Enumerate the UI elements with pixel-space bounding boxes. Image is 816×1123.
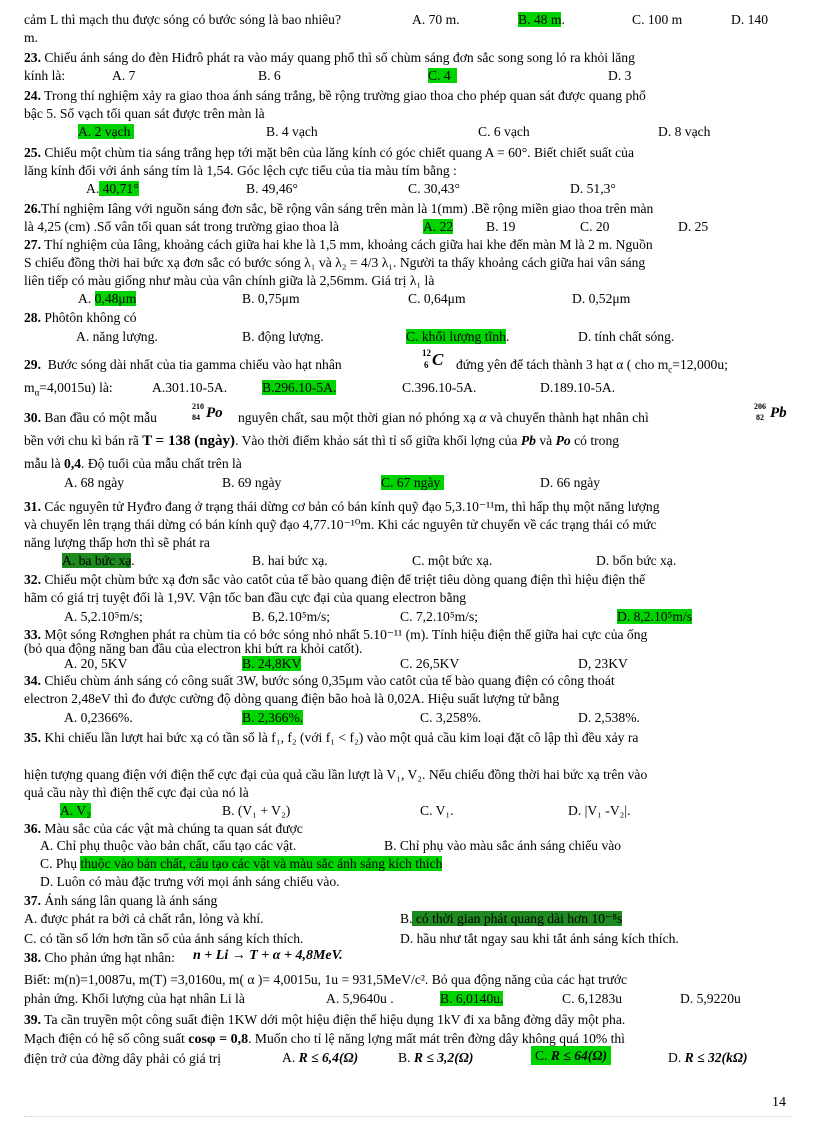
q23-option-a: A. 7 (112, 68, 136, 83)
q27-stem-3: liên tiếp có màu giống như màu của vân chính giữa là 2,56mm. Giá trị λ₁ là (24, 273, 435, 288)
q31-stem-2: và chuyển lên trạng thái dừng có bán kính quỹ đạo 4,77.10⁻¹⁰m. Khi các nguyên tử chuyển về các trạng thái có mức (24, 517, 657, 532)
q37-stem: 37. Ánh sáng lân quang là ánh sáng (24, 893, 218, 908)
q34-option-a: A. 0,2366%. (64, 710, 133, 725)
q38-option-d: D. 5,9220u (680, 991, 741, 1006)
q22-stem: cảm L thì mạch thu được sóng có bước sóng là bao nhiêu? (24, 12, 342, 27)
q33-stem-2: (bỏ qua động năng ban đầu của electron khi bứt ra khỏi catốt). (24, 641, 363, 656)
q38-reaction: n + Li → T + α + 4,8MeV. (193, 948, 343, 963)
q39-stem: 39. Ta cần truyền một công suất điện 1KW dới một hiệu điện thế hiệu dụng 1kV đi xa bằng đờng dây một pha. (24, 1012, 626, 1027)
q34-option-d: D. 2,538%. (578, 710, 640, 725)
q22-answer-highlight: B. 48 m (518, 12, 562, 27)
q32-option-a: A. 5,2.10⁵m/s; (64, 609, 143, 624)
q30-option-c: C. 67 ngày (381, 475, 444, 491)
q25-option-d: D. 51,3° (570, 181, 616, 196)
q38-stem-2: Biết: m(n)=1,0087u, m(T) =3,0160u, m( α )= 4,0015u, 1u = 931,5MeV/c². Bỏ qua động năng của các hạt trước (24, 972, 628, 987)
q28-option-d: D. tính chất sóng. (578, 329, 675, 344)
q32-stem-2: hãm có giá trị tuyệt đối là 1,9V. Vận tốc ban đầu cực đại của quang electron bằng (24, 590, 467, 605)
q25-option-c: C. 30,43° (408, 181, 460, 196)
q22-option-d: D. 140 (731, 12, 769, 27)
q22-option-c: C. 100 m (632, 12, 683, 27)
q24-stem-2: bậc 5. Số vạch tối quan sát được trên màn là (24, 106, 265, 121)
q32-option-c: C. 7,2.10⁵m/s; (400, 609, 479, 624)
q24-option-c: C. 6 vạch (478, 124, 530, 139)
q33-option-b: B. 24,8KV (242, 656, 302, 671)
q37-option-c: C. có tần số lớn hơn tần số của ánh sáng kích thích. (24, 931, 304, 946)
q29-stem-2: $m_\alpha=4,0015u$) là: (24, 380, 113, 398)
q25-stem-2: lăng kính đối với ánh sáng tím là 1,54. Góc lệch cực tiểu của tia màu tím bằng : (24, 163, 457, 178)
q33-option-d: D, 23KV (578, 656, 628, 671)
q29-option-d: D.189.10-5A. (540, 380, 616, 395)
q30-option-b: B. 69 ngày (222, 475, 282, 490)
q24-option-b: B. 4 vạch (266, 124, 318, 139)
q25-option-a: A. 40,71° (86, 181, 139, 196)
q31-option-c: C. một bức xạ. (412, 553, 493, 568)
q24-option-d: D. 8 vạch (658, 124, 711, 139)
q33-option-c: C. 26,5KV (400, 656, 460, 671)
q37-option-b: B. có thời gian phát quang dài hơn 10⁻⁸s (400, 911, 623, 926)
q34-option-b: B. 2,366%. (242, 710, 304, 725)
q27-option-c: C. 0,64μm (408, 291, 466, 306)
q28-stem: 28. Phôtôn không có (24, 310, 137, 325)
q24-stem: 24. Trong thí nghiệm xảy ra giao thoa ánh sáng trắng, bề rộng trường giao thoa cho phép quan sát được quang phổ (24, 88, 646, 103)
q33-stem: 33. Một sóng Rơnghen phát ra chùm tia có bớc sóng nhỏ nhất 5.10⁻¹¹ (m). Tính hiệu điện thế giữa hai cực của ống (24, 627, 648, 642)
q31-stem-3: năng lượng thấp hơn thì sẽ phát ra (24, 535, 210, 550)
q37-option-a: A. được phát ra bởi cả chất rắn, lỏng và khí. (24, 911, 264, 926)
q32-option-d: D. 8,2.10⁵m/s (617, 609, 692, 624)
page-number: 14 (772, 1095, 786, 1110)
q34-option-c: C. 3,258%. (420, 710, 482, 725)
q34-stem-2: electron 2,48eV thì đo được cường độ dòng quang điện bão hoà là 0,02A. Hiệu suất lượng tử bằng (24, 691, 560, 706)
q38-option-c: C. 6,1283u (562, 991, 623, 1006)
q27-option-b: B. 0,75μm (242, 291, 300, 306)
q27-option-d: D. 0,52μm (572, 291, 631, 306)
q34-stem: 34. Chiếu chùm ánh sáng có công suất 3W, bước sóng 0,35μm vào catôt của tế bào quang điện có công thoát (24, 673, 615, 688)
q29-option-c: C.396.10-5A. (402, 380, 477, 395)
q31-stem: 31. Các nguyên tử Hyđro đang ở trạng thái dừng cơ bản có bán kính quỹ đạo 5,3.10⁻¹¹m, thì hấp thụ một năng lượng (24, 499, 660, 514)
q35-stem: 35. Khi chiếu lần lượt hai bức xạ có tần số là f₁, f₂ (với f₁ < f₂) vào một quả cầu kim loại đặt cô lập thì đều xảy ra (24, 730, 639, 745)
q35-stem-3: quả cầu này thì điện thế cực đại của nó là (24, 785, 249, 800)
q22-option-b: B. 48 m. (518, 12, 565, 27)
q36-option-b: B. Chỉ phụ vào màu sắc ánh sáng chiếu vào (384, 838, 622, 853)
q30-lead-nucleus: 206 82 Pb (754, 402, 787, 422)
q24-option-a: A. 2 vạch (78, 124, 134, 140)
q30-polonium-nucleus: 210 84 Po (192, 402, 223, 422)
q30-stem: 30. Ban đầu có một mẫu (24, 410, 157, 425)
q28-option-a: A. năng lượng. (76, 329, 158, 344)
q39-option-a: A. R ≤ 6,4(Ω) (282, 1050, 359, 1065)
q30-option-d: D. 66 ngày (540, 475, 601, 490)
q38-stem: 38. Cho phản ứng hạt nhân: (24, 950, 175, 965)
q39-option-d: D. R ≤ 32(kΩ) (668, 1050, 748, 1065)
q33-option-a: A. 20, 5KV (64, 656, 128, 671)
q23-stem-2: kính là: (24, 68, 66, 83)
q25-option-b: B. 49,46° (246, 181, 298, 196)
q23-option-c: C. 4 (428, 68, 454, 84)
q38-option-a: A. 5,9640u . (326, 991, 394, 1006)
q27-stem: 27. Thí nghiệm của Iâng, khoảng cách giữa hai khe là 1,5 mm, khoảng cách giữa hai khe đến màn M là 2 m. Nguồn (24, 237, 653, 252)
q26-option-b: B. 19 (486, 219, 516, 234)
q37-option-d: D. hầu như tắt ngay sau khi tắt ánh sáng kích thích. (400, 931, 679, 946)
q31-option-a: A. ba bức xạ. (62, 553, 135, 568)
q30-stem-2: bền với chu kì bán rã T = 138 (ngày). Vào thời điểm khảo sát thì tỉ số giữa khối lợng của Pb và Po có trong (24, 433, 620, 449)
q39-stem-3: điện trở của đờng dây phải có giá trị (24, 1051, 222, 1066)
q25-stem: 25. Chiếu một chùm tia sáng trắng hẹp tới mặt bên của lăng kính có góc chiết quang A = 60°. Biết chiết suất của (24, 145, 634, 160)
q30-option-a: A. 68 ngày (64, 475, 125, 490)
q29-option-b: B.296.10-5A. (262, 380, 337, 395)
q39-stem-2: Mạch điện có hệ số công suất cosφ = 0,8. Muốn cho tỉ lệ năng lợng mất mát trên đờng dây không quá 10% thì (24, 1031, 625, 1047)
q35-stem-2: hiện tượng quang điện với điện thế cực đại của quả cầu lần lượt là V₁, V₂. Nếu chiếu đồng thời hai bức xạ trên vào (24, 767, 648, 782)
q27-stem-2: S chiếu đồng thời hai bức xạ đơn sắc có bước sóng λ₁ và λ₂ = 4/3 λ₁. Người ta thấy khoảng cách giữa hai vân sáng (24, 255, 646, 270)
q23-option-d: D. 3 (608, 68, 632, 83)
q35-option-b: B. (V₁ + V₂) (222, 803, 291, 818)
q28-option-b: B. động lượng. (242, 329, 324, 344)
q35-option-d: D. |V₁ -V₂|. (568, 803, 631, 818)
q39-option-b: B. R ≤ 3,2(Ω) (398, 1050, 474, 1065)
q29-option-a: A.301.10-5A. (152, 380, 228, 395)
q22-option-a: A. 70 m. (412, 12, 460, 27)
q23-stem: 23. Chiếu ánh sáng do đèn Hiđrô phát ra vào máy quang phổ thì số chùm sáng đơn sắc song song ló ra khỏi lăng (24, 50, 635, 65)
q27-option-a: A. 0,48μm (78, 291, 137, 306)
q38-stem-3: phản ứng. Khối lượng của hạt nhân Li là (24, 991, 245, 1006)
q28-option-c: C. khối lượng tĩnh. (406, 329, 510, 344)
q32-option-b: B. 6,2.10⁵m/s; (252, 609, 331, 624)
q31-option-d: D. bốn bức xạ. (596, 553, 677, 568)
q26-option-a: A. 22 (423, 219, 454, 234)
q31-option-b: B. hai bức xạ. (252, 553, 328, 568)
q38-option-b: B. 6,0140u. (440, 991, 504, 1006)
q22-cont: m. (24, 30, 38, 45)
q26-option-c: C. 20 (580, 219, 610, 234)
footer-divider (24, 1116, 792, 1117)
q29-stem-b: đứng yên để tách thành 3 hạt α ( cho $m_c=12,000u$; (456, 357, 728, 375)
q29-stem: 29. Bước sóng dài nhất của tia gamma chiếu vào hạt nhân (24, 357, 342, 372)
q26-stem: 26.Thí nghiệm Iâng với nguồn sáng đơn sắc, bề rộng vân sáng trên màn là 1(mm) .Bề rộng miền giao thoa trên màn (24, 201, 654, 216)
q35-option-c: C. V₁. (420, 803, 454, 818)
q26-option-d: D. 25 (678, 219, 709, 234)
q39-option-c: C. R ≤ 64(Ω) (531, 1048, 611, 1064)
q30-stem-b: nguyên chất, sau một thời gian nó phóng xạ α và chuyển thành hạt nhân chì (238, 410, 649, 425)
q36-stem: 36. Màu sắc của các vật mà chúng ta quan sát được (24, 821, 303, 836)
q36-option-a: A. Chỉ phụ thuộc vào bản chất, cấu tạo các vật. (40, 838, 297, 853)
q29-carbon-nucleus: 12 6 C (422, 348, 444, 370)
q26-stem-2: là 4,25 (cm) .Số vân tối quan sát trong trường giao thoa là (24, 219, 340, 234)
q36-option-c: C. Phụ thuộc vào bản chất, cấu tạo các vật và màu sắc ánh sáng kích thích (40, 856, 443, 871)
q23-option-b: B. 6 (258, 68, 281, 83)
q32-stem: 32. Chiếu một chùm bức xạ đơn sắc vào catôt của tế bào quang điện để triệt tiêu dòng quang điện thì hiệu điện thế (24, 572, 646, 587)
q36-option-d: D. Luôn có màu đặc trưng với mọi ánh sáng chiếu vào. (40, 874, 340, 889)
q30-stem-3: mẫu là 0,4. Độ tuổi của mẫu chất trên là (24, 456, 242, 471)
q35-option-a: A. V₂ (60, 803, 91, 818)
